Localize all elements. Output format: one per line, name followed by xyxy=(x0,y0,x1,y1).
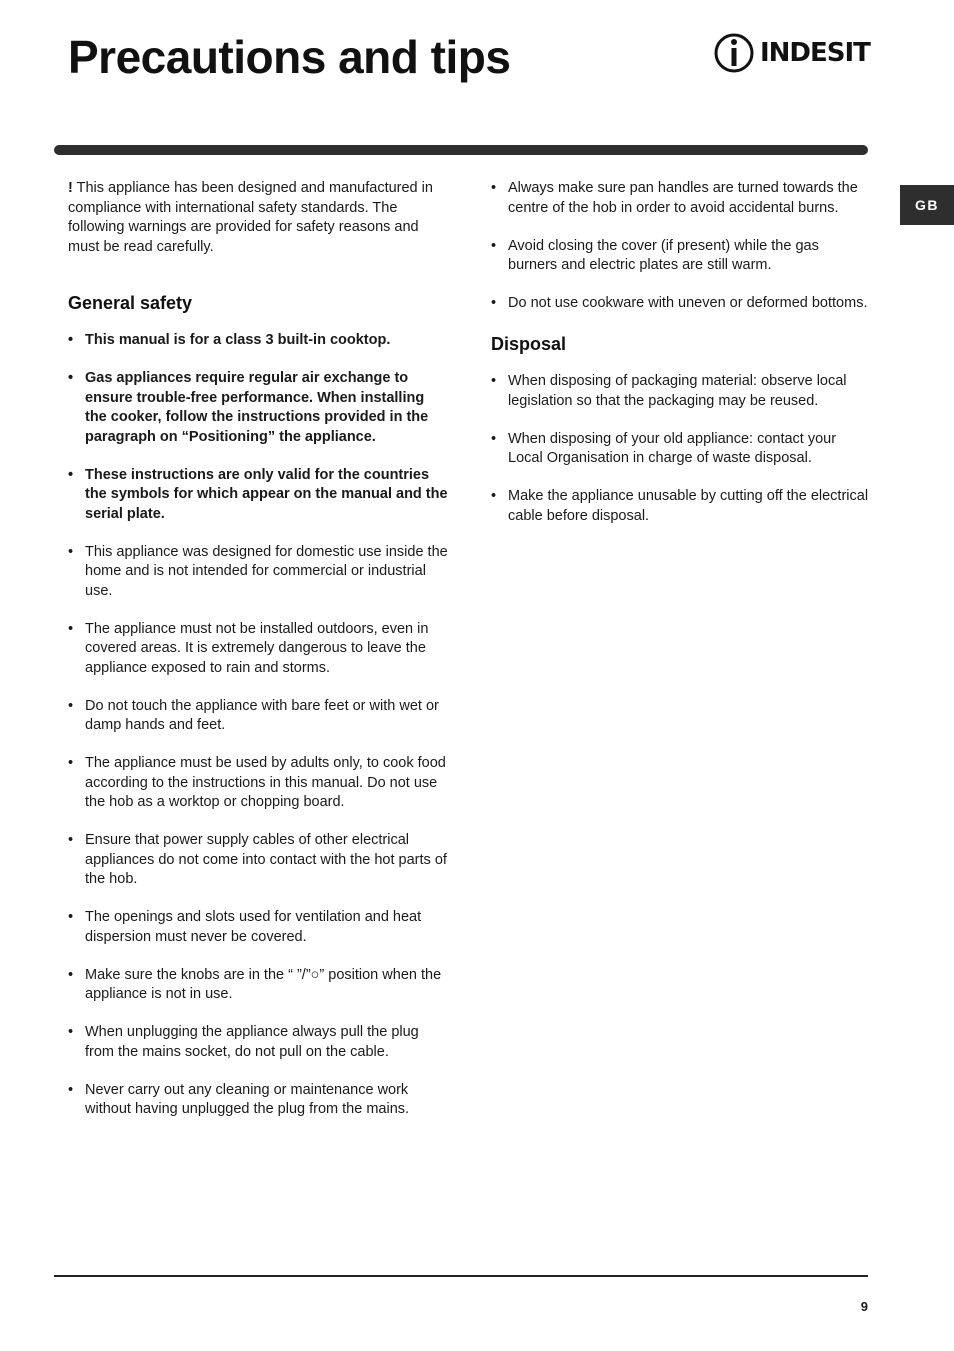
list-item: • Never carry out any cleaning or maintenance work without having unplugged the plug from the mains. xyxy=(68,1081,410,1117)
intro-paragraph xyxy=(68,179,448,257)
footer-rule xyxy=(54,1275,868,1277)
list-item: • The openings and slots used for ventilation and heat dispersion must never be covered. xyxy=(68,909,422,945)
list-item: • These instructions are only valid for the countries the symbols for which appear on the manual and the serial plate. xyxy=(68,466,448,522)
list-item: • This manual is for a class 3 built-in cooktop. xyxy=(68,332,391,348)
brand-logo xyxy=(714,31,870,75)
general-safety-heading: General safety xyxy=(68,293,193,313)
list-item: • When unplugging the appliance always pull the plug from the mains socket, do not pull on the cable. xyxy=(68,1024,419,1060)
right-column xyxy=(491,179,869,545)
general-safety-list xyxy=(68,331,448,1120)
disposal-list xyxy=(491,372,869,526)
list-item: • The appliance must be used by adults only, to cook food according to the instructions in this manual. Do not use the hob as a worktop or chopping board. xyxy=(68,755,446,810)
list-item: • This appliance was designed for domestic use inside the home and is not intended for commercial or industrial use. xyxy=(68,543,448,599)
list-item: • When disposing of packaging material: observe local legislation so that the packaging may be reused. xyxy=(491,373,847,409)
list-item: • Always make sure pan handles are turned towards the centre of the hob in order to avoid accidental burns. xyxy=(491,180,858,216)
indesit-i-logo-icon xyxy=(714,31,754,75)
list-item: • Do not touch the appliance with bare feet or with wet or damp hands and feet. xyxy=(68,697,439,733)
list-item: • Gas appliances require regular air exchange to ensure trouble-free performance. When installing the cooker, follow the instructions provided in the paragraph on “Positioning” the appliance. xyxy=(68,370,429,445)
intro-text: This appliance has been designed and manufactured in compliance with international safety standards. The following warnings are provided for safety reasons and must be read carefully. xyxy=(68,180,433,255)
language-tab: GB xyxy=(900,185,954,225)
disposal-heading: Disposal xyxy=(491,334,567,354)
list-item: • Ensure that power supply cables of other electrical appliances do not come into contact with the hot parts of the hob. xyxy=(68,832,447,887)
list-item: • Do not use cookware with uneven or deformed bottoms. xyxy=(491,295,868,311)
warning-mark: ! xyxy=(68,180,73,196)
list-item: • When disposing of your old appliance: contact your Local Organisation in charge of waste disposal. xyxy=(491,430,837,466)
list-item: • Make sure the knobs are in the “ ”/”○” position when the appliance is not in use. xyxy=(68,966,442,1002)
pan-safety-list xyxy=(491,179,869,314)
header-rule xyxy=(54,145,868,155)
brand-name: INDESIT xyxy=(760,38,870,68)
list-item: • Avoid closing the cover (if present) while the gas burners and electric plates are still warm. xyxy=(491,237,819,273)
page-number: 9 xyxy=(860,1299,868,1314)
list-item: • Make the appliance unusable by cutting off the electrical cable before disposal. xyxy=(491,488,869,524)
left-column xyxy=(68,179,448,1138)
page-title: Precautions and tips xyxy=(68,31,511,83)
list-item: • The appliance must not be installed outdoors, even in covered areas. It is extremely dangerous to leave the appliance exposed to rain and storms. xyxy=(68,620,429,676)
